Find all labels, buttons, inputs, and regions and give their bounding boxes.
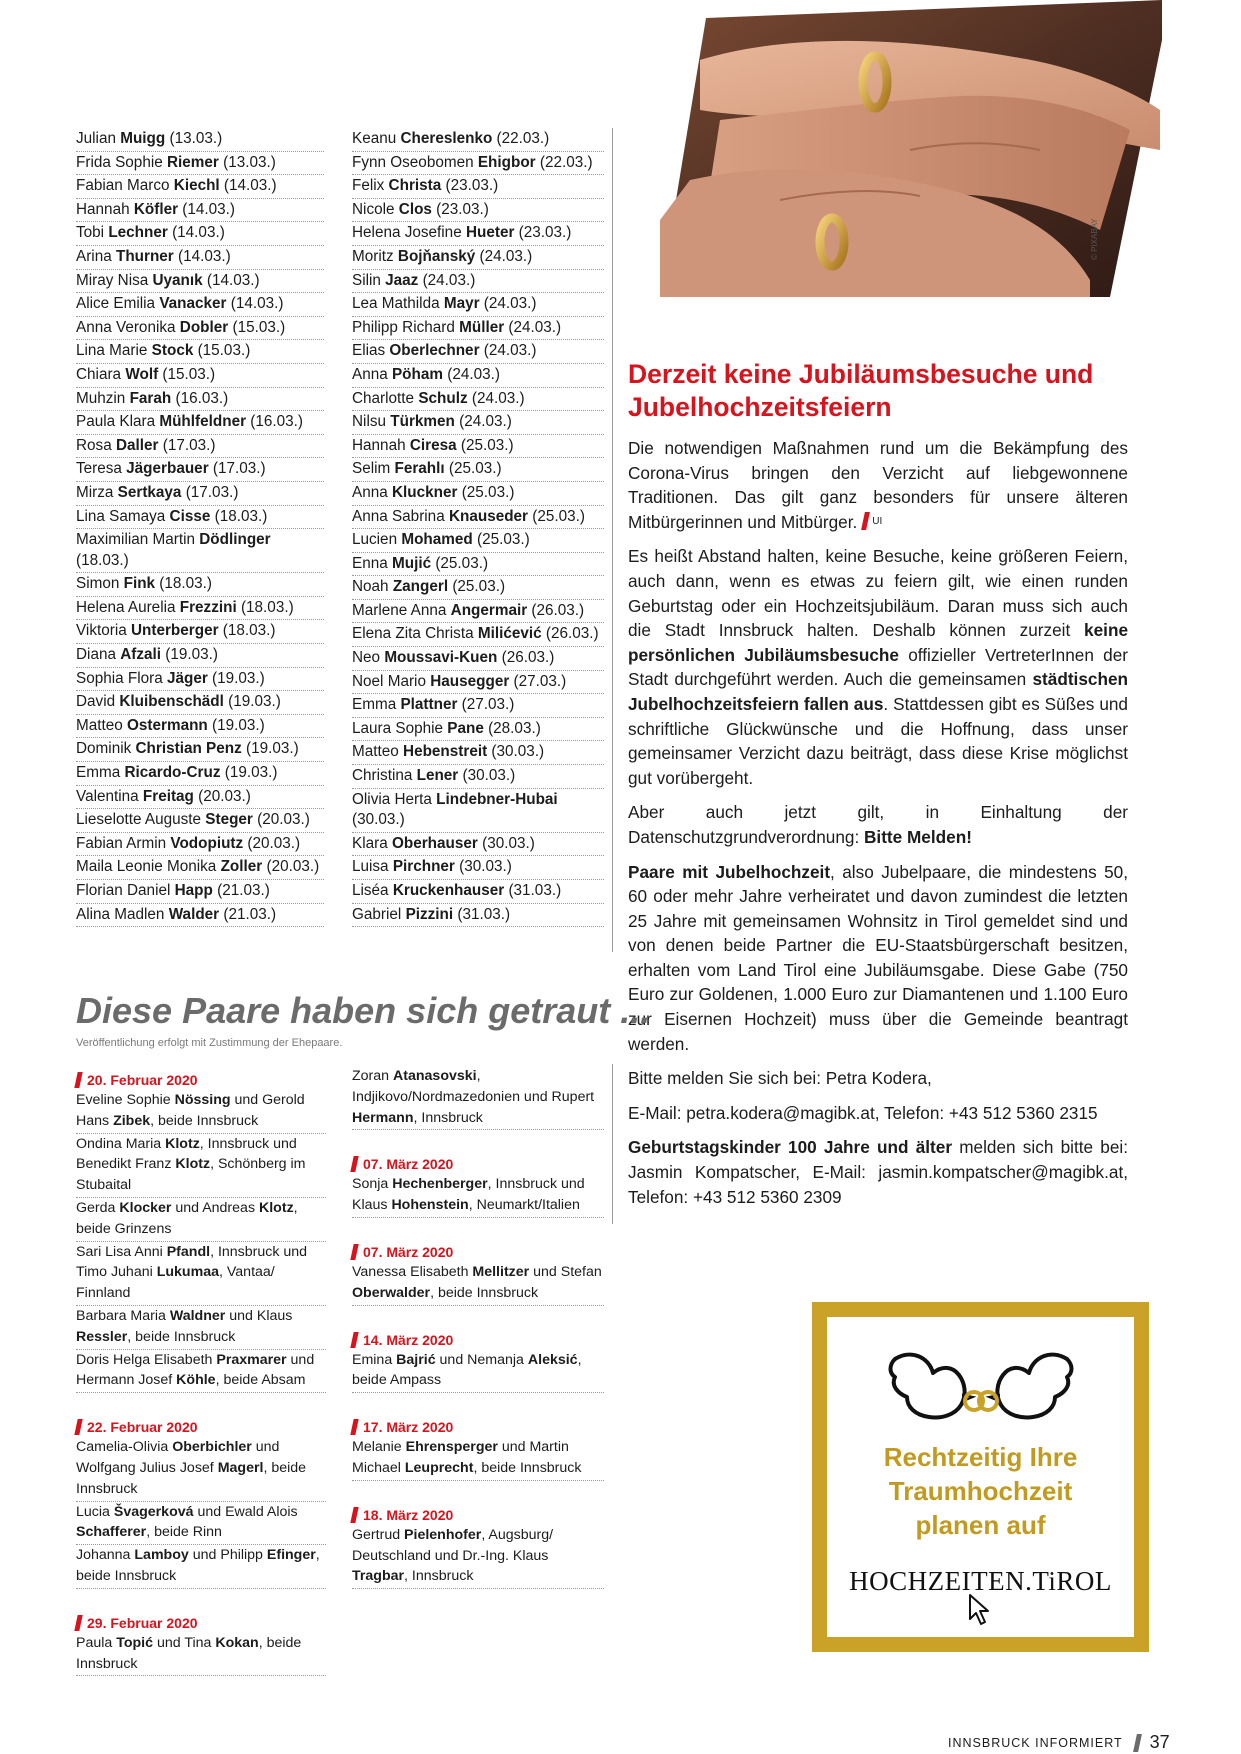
birthday-entry: Maximilian Martin Dödlinger (18.03.) — [76, 529, 324, 573]
birthday-entry: Silin Jaaz (24.03.) — [352, 270, 604, 294]
birthday-entry: Miray Nisa Uyanık (14.03.) — [76, 270, 324, 294]
birthday-entry: Muhzin Farah (16.03.) — [76, 388, 324, 412]
wedding-planner-ad[interactable] — [812, 1302, 1149, 1652]
ad-headline: Rechtzeitig Ihre Traumhochzeit planen auf — [883, 1442, 1078, 1540]
page-number: 37 — [1149, 1732, 1170, 1752]
birthday-entry: Florian Daniel Happ (21.03.) — [76, 880, 324, 904]
wedding-group — [352, 1505, 604, 1589]
wedding-entry: Paula Topić und Tina Kokan, beide Innsbruck — [76, 1633, 326, 1677]
wedding-entry: Vanessa Elisabeth Mellitzer und Stefan Oberwalder, beide Innsbruck — [352, 1262, 604, 1306]
wedding-group — [352, 1330, 604, 1394]
birthday-entry: Lieselotte Auguste Steger (20.03.) — [76, 809, 324, 833]
weddings-column-1 — [76, 1070, 326, 1700]
weddings-column-2 — [352, 1066, 604, 1613]
birthday-entry: Lea Mathilda Mayr (24.03.) — [352, 293, 604, 317]
magazine-name: INNSBRUCK INFORMIERT — [948, 1735, 1123, 1750]
wedding-date: 14. März 2020 — [352, 1330, 604, 1350]
birthday-entry: Laura Sophie Pane (28.03.) — [352, 718, 604, 742]
author-signature: UI — [872, 515, 883, 527]
birthday-entry: Gabriel Pizzini (31.03.) — [352, 904, 604, 928]
article-paragraph-3: Aber auch jetzt gilt, in Einhaltung der Datenschutzgrundverordnung: Bitte Melden! — [628, 802, 1128, 847]
birthday-entry: Marlene Anna Angermair (26.03.) — [352, 600, 604, 624]
birthday-entry: Anna Sabrina Knauseder (25.03.) — [352, 506, 604, 530]
weddings-subtitle: Veröffentlichung erfolgt mit Zustimmung der Ehepaare. — [76, 1037, 343, 1049]
ad-brand-link[interactable]: HOCHZEITEN.TiROL — [849, 1566, 1112, 1596]
birthday-entry: Philipp Richard Müller (24.03.) — [352, 317, 604, 341]
wedding-entry: Camelia-Olivia Oberbichler und Wolfgang Julius Josef Magerl, beide Innsbruck — [76, 1437, 326, 1501]
birthday-entry: Nicole Clos (23.03.) — [352, 199, 604, 223]
birthday-entry: Mirza Sertkaya (17.03.) — [76, 482, 324, 506]
wedding-group — [352, 1066, 604, 1130]
birthday-entry: Christina Lener (30.03.) — [352, 765, 604, 789]
article-paragraph-5: Bitte melden Sie sich bei: Petra Kodera, — [628, 1068, 932, 1089]
weddings-title: Diese Paare haben sich getraut ... — [76, 990, 651, 1031]
wedding-entry: Emina Bajrić und Nemanja Aleksić, beide Ampass — [352, 1350, 604, 1394]
cursor-icon — [827, 1593, 1134, 1632]
wedding-entry: Gerda Klocker und Andreas Klotz, beide Grinzens — [76, 1198, 326, 1242]
birthday-list-column-1 — [76, 128, 324, 927]
article-paragraph-1: Die notwendigen Maßnahmen rund um die Bekämpfung des Corona-Virus bringen den Verzicht auf liebgewonnene Traditionen. Das gilt ganz besonders für unsere älteren Mitbürgerinnen und Mitbürger. $^{UI}$ — [628, 438, 1128, 532]
birthday-entry: Charlotte Schulz (24.03.) — [352, 388, 604, 412]
birthday-entry: Arina Thurner (14.03.) — [76, 246, 324, 270]
birthday-entry: Felix Christa (23.03.) — [352, 175, 604, 199]
birthday-entry: Keanu Chereslenko (22.03.) — [352, 128, 604, 152]
birthday-entry: Noah Zangerl (25.03.) — [352, 576, 604, 600]
wedding-date: 22. Februar 2020 — [76, 1417, 326, 1437]
birthday-entry: Emma Ricardo-Cruz (19.03.) — [76, 762, 324, 786]
wedding-group — [76, 1613, 326, 1677]
birthday-entry: Alice Emilia Vanacker (14.03.) — [76, 293, 324, 317]
birthday-entry: Hannah Ciresa (25.03.) — [352, 435, 604, 459]
birthday-entry: Alina Madlen Walder (21.03.) — [76, 904, 324, 928]
birthday-entry: David Kluibenschädl (19.03.) — [76, 691, 324, 715]
article-title: Derzeit keine Jubiläumsbesuche und Jubelhochzeitsfeiern — [628, 359, 1094, 422]
birthday-entry: Luisa Pirchner (30.03.) — [352, 856, 604, 880]
wedding-date: 17. März 2020 — [352, 1417, 604, 1437]
birthday-entry: Julian Muigg (13.03.) — [76, 128, 324, 152]
birthday-entry: Nilsu Türkmen (24.03.) — [352, 411, 604, 435]
birthday-entry: Neo Moussavi-Kuen (26.03.) — [352, 647, 604, 671]
birthday-entry: Moritz Bojňanský (24.03.) — [352, 246, 604, 270]
column-divider — [612, 128, 613, 952]
birthday-entry: Olivia Herta Lindebner-Hubai (30.03.) — [352, 789, 604, 833]
birthday-entry: Elena Zita Christa Milićević (26.03.) — [352, 623, 604, 647]
birthday-entry: Tobi Lechner (14.03.) — [76, 222, 324, 246]
author-marker — [861, 512, 870, 530]
birthday-entry: Teresa Jägerbauer (17.03.) — [76, 458, 324, 482]
birthday-entry: Helena Aurelia Frezzini (18.03.) — [76, 597, 324, 621]
page-footer — [948, 1732, 1170, 1753]
birthday-entry: Elias Oberlechner (24.03.) — [352, 340, 604, 364]
wedding-group — [352, 1417, 604, 1481]
wedding-group — [76, 1417, 326, 1589]
wedding-entry: Sonja Hechenberger, Innsbruck und Klaus Hohenstein, Neumarkt/Italien — [352, 1174, 604, 1218]
birthday-entry: Hannah Köfler (14.03.) — [76, 199, 324, 223]
birthday-entry: Noel Mario Hausegger (27.03.) — [352, 671, 604, 695]
article-paragraph-6: E-Mail: petra.kodera@magibk.at, Telefon: +43 512 5360 2315 — [628, 1102, 1098, 1123]
birthday-entry: Anna Kluckner (25.03.) — [352, 482, 604, 506]
birthday-entry: Helena Josefine Hueter (23.03.) — [352, 222, 604, 246]
wedding-entry: Barbara Maria Waldner und Klaus Ressler, beide Innsbruck — [76, 1306, 326, 1350]
birthday-entry: Sophia Flora Jäger (19.03.) — [76, 668, 324, 692]
wedding-group — [352, 1154, 604, 1218]
footer-marker — [1133, 1734, 1142, 1752]
wedding-date: 20. Februar 2020 — [76, 1070, 326, 1090]
wedding-date: 07. März 2020 — [352, 1154, 604, 1174]
article-paragraph-2: Es heißt Abstand halten, keine Besuche, keine größeren Feiern, auch dann, wenn es etwas zu feiern gilt, wie einen runden Geburtstag oder ein Hochzeitsjubiläum. Daran muss sich auch die Stadt Innsbruck halten. Deshalb können zurzeit keine persönlichen Jubiläumsbesuche offizieller VertreterInnen der Stadt durchgeführt werden. Auch die gemeinsamen städtischen Jubelhochzeitsfeiern fallen aus. Stattdessen gibt es Süßes und schriftliche Glückwünsche und die Hoffnung, dass unser gemeinsamer Verzicht dazu beiträgt, dass diese Krise möglichst gut vorübergeht. — [628, 546, 1128, 788]
birthday-entry: Valentina Freitag (20.03.) — [76, 786, 324, 810]
article-paragraph-4: Paare mit Jubelhochzeit, also Jubelpaare, die mindestens 50, 60 oder mehr Jahre verheiratet und davon zumindest die letzten 25 Jahre mit gemeinsamen Wohnsitz in Tirol gemeldet sind und von denen beide Partner die EU-Staatsbürgerschaft besitzen, erhalten vom Land Tirol eine Jubiläumsgabe. Diese Gabe (750 Euro zur Goldenen, 1.000 Euro zur Diamantenen und 1.100 Euro zur Eisernen Hochzeit) muss über die Gemeinde beantragt werden. — [628, 861, 1128, 1054]
birthday-list-column-2 — [352, 128, 604, 927]
column-divider — [612, 1064, 613, 1224]
wedding-entry: Johanna Lamboy und Philipp Efinger, beide Innsbruck — [76, 1545, 326, 1589]
birthday-entry: Paula Klara Mühlfeldner (16.03.) — [76, 411, 324, 435]
birthday-entry: Chiara Wolf (15.03.) — [76, 364, 324, 388]
birthday-entry: Maila Leonie Monika Zoller (20.03.) — [76, 856, 324, 880]
birthday-entry: Lucien Mohamed (25.03.) — [352, 529, 604, 553]
birthday-entry: Fabian Armin Vodopiutz (20.03.) — [76, 833, 324, 857]
article — [628, 358, 1128, 1219]
wedding-date: 29. Februar 2020 — [76, 1613, 326, 1633]
wedding-entry: Eveline Sophie Nössing und Gerold Hans Zibek, beide Innsbruck — [76, 1090, 326, 1134]
birthday-entry: Enna Mujić (25.03.) — [352, 553, 604, 577]
wedding-entry: Lucia Švagerková und Ewald Alois Schafferer, beide Rinn — [76, 1502, 326, 1546]
birthday-entry: Viktoria Unterberger (18.03.) — [76, 620, 324, 644]
wedding-group — [76, 1070, 326, 1393]
birthday-entry: Anna Veronika Dobler (15.03.) — [76, 317, 324, 341]
wedding-entry: Melanie Ehrensperger und Martin Michael Leuprecht, beide Innsbruck — [352, 1437, 604, 1481]
birthday-entry: Liséa Kruckenhauser (31.03.) — [352, 880, 604, 904]
hands-photo — [660, 0, 1162, 297]
wedding-group — [352, 1242, 604, 1306]
birthday-entry: Fynn Oseobomen Ehigbor (22.03.) — [352, 152, 604, 176]
wedding-date: 07. März 2020 — [352, 1242, 604, 1262]
birthday-entry: Matteo Ostermann (19.03.) — [76, 715, 324, 739]
wedding-entry: Zoran Atanasovski, Indjikovo/Nordmazedonien und Rupert Hermann, Innsbruck — [352, 1066, 604, 1130]
wedding-date: 18. März 2020 — [352, 1505, 604, 1525]
birthday-entry: Anna Pöham (24.03.) — [352, 364, 604, 388]
wedding-entry: Ondina Maria Klotz, Innsbruck und Benedikt Franz Klotz, Schönberg im Stubaital — [76, 1134, 326, 1198]
wedding-entry: Gertrud Pielenhofer, Augsburg/ Deutschland und Dr.-Ing. Klaus Tragbar, Innsbruck — [352, 1525, 604, 1589]
article-paragraph-7: Geburtstagskinder 100 Jahre und älter melden sich bitte bei: Jasmin Kompatscher, E-Mail: jasmin.kompatscher@magibk.at, Telefon: +43 512 5360 2309 — [628, 1137, 1128, 1207]
doves-icon — [827, 1339, 1134, 1436]
birthday-entry: Fabian Marco Kiechl (14.03.) — [76, 175, 324, 199]
birthday-entry: Frida Sophie Riemer (13.03.) — [76, 152, 324, 176]
birthday-entry: Simon Fink (18.03.) — [76, 573, 324, 597]
birthday-entry: Matteo Hebenstreit (30.03.) — [352, 741, 604, 765]
birthday-entry: Dominik Christian Penz (19.03.) — [76, 738, 324, 762]
wedding-entry: Doris Helga Elisabeth Praxmarer und Hermann Josef Köhle, beide Absam — [76, 1350, 326, 1394]
photo-credit: © PIXABAY — [1090, 218, 1099, 260]
wedding-entry: Sari Lisa Anni Pfandl, Innsbruck und Timo Juhani Lukumaa, Vantaa/ Finnland — [76, 1242, 326, 1306]
birthday-entry: Selim Ferahlı (25.03.) — [352, 458, 604, 482]
birthday-entry: Emma Plattner (27.03.) — [352, 694, 604, 718]
birthday-entry: Klara Oberhauser (30.03.) — [352, 833, 604, 857]
birthday-entry: Diana Afzali (19.03.) — [76, 644, 324, 668]
birthday-entry: Rosa Daller (17.03.) — [76, 435, 324, 459]
birthday-entry: Lina Samaya Cisse (18.03.) — [76, 506, 324, 530]
birthday-entry: Lina Marie Stock (15.03.) — [76, 340, 324, 364]
